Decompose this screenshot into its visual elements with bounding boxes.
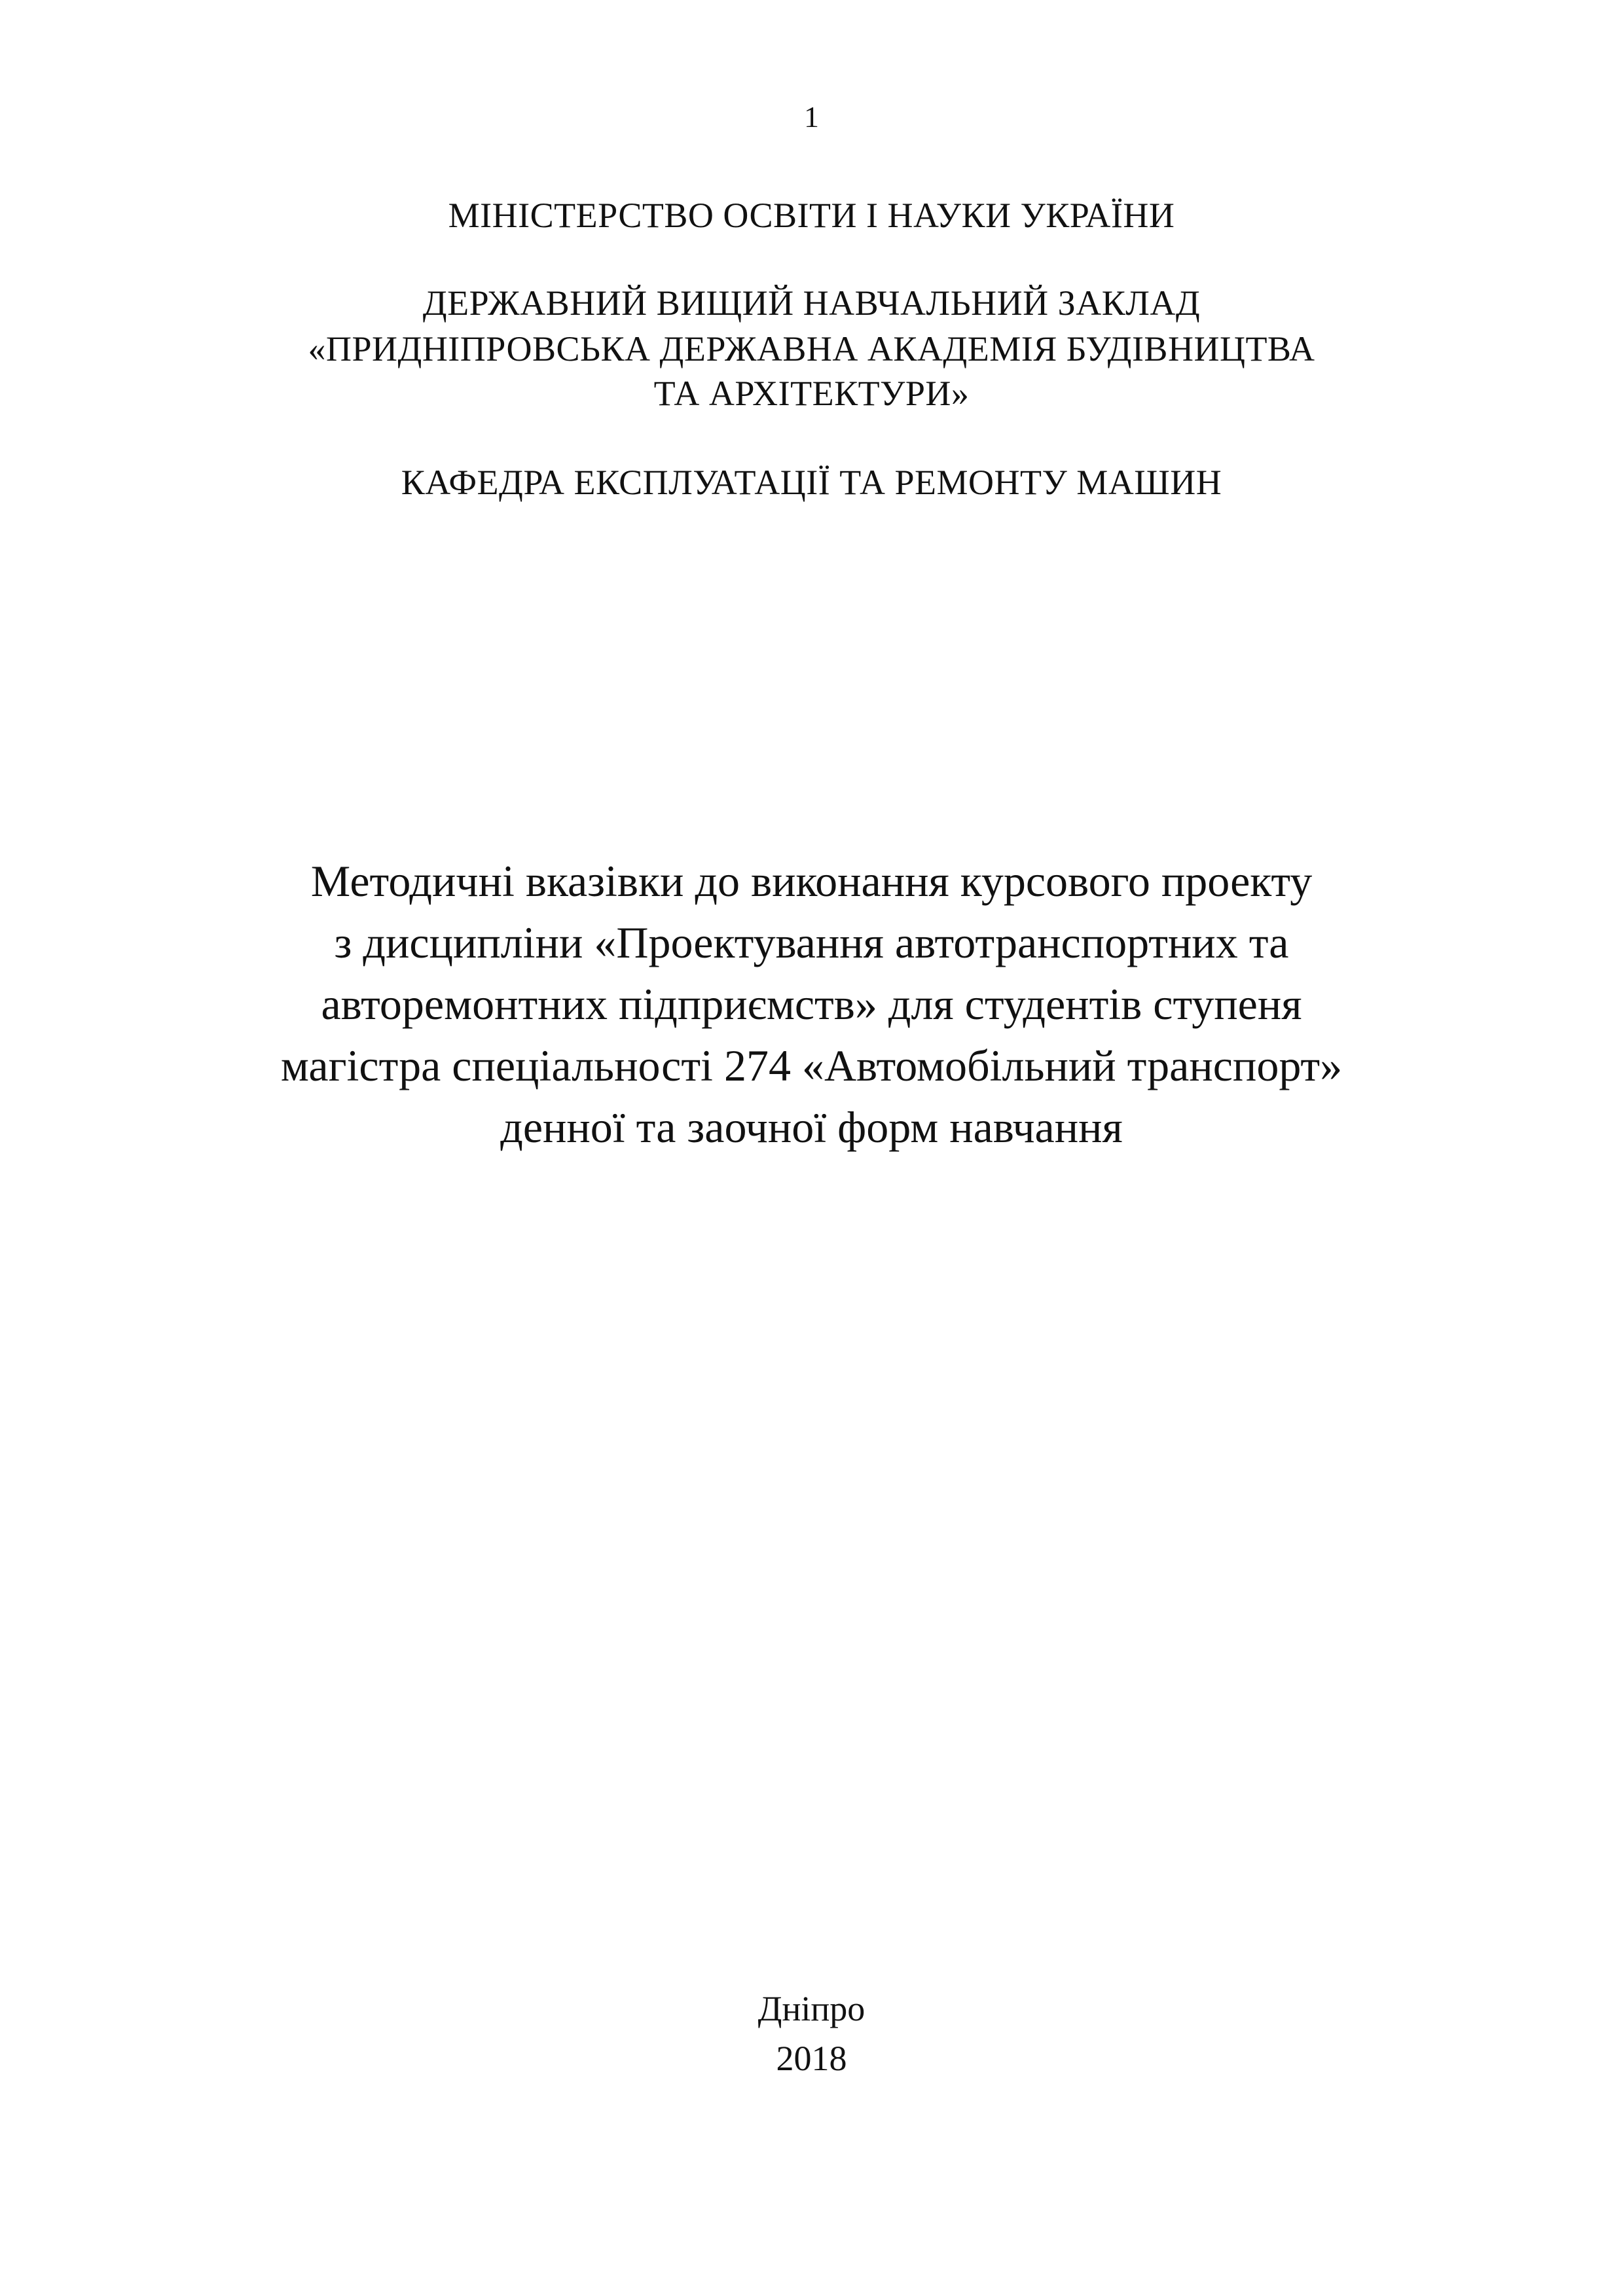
title-line-5: денної та заочної форм навчання: [500, 1102, 1123, 1152]
title-line-2: з дисципліни «Проектування автотранспортних та: [334, 918, 1289, 967]
page-number: 1: [804, 100, 819, 134]
publication-city: Дніпро: [757, 1989, 866, 2028]
publication-year: 2018: [776, 2039, 847, 2078]
title-line-3: авторемонтних підприємств» для студентів ступеня: [321, 979, 1302, 1029]
institution-line-2: «ПРИДНІПРОВСЬКА ДЕРЖАВНА АКАДЕМІЯ БУДІВНИЦТВА: [308, 329, 1315, 368]
title-line-4: магістра спеціальності 274 «Автомобільний транспорт»: [280, 1041, 1343, 1090]
institution-line-1: ДЕРЖАВНИЙ ВИЩИЙ НАВЧАЛЬНИЙ ЗАКЛАД: [422, 283, 1201, 323]
department-heading: КАФЕДРА ЕКСПЛУАТАЦІЇ ТА РЕМОНТУ МАШИН: [401, 463, 1222, 502]
institution-line-3: ТА АРХІТЕКТУРИ»: [653, 374, 970, 413]
ministry-heading: МІНІСТЕРСТВО ОСВІТИ І НАУКИ УКРАЇНИ: [448, 196, 1175, 235]
title-line-1: Методичні вказівки до виконання курсового проекту: [310, 856, 1313, 906]
